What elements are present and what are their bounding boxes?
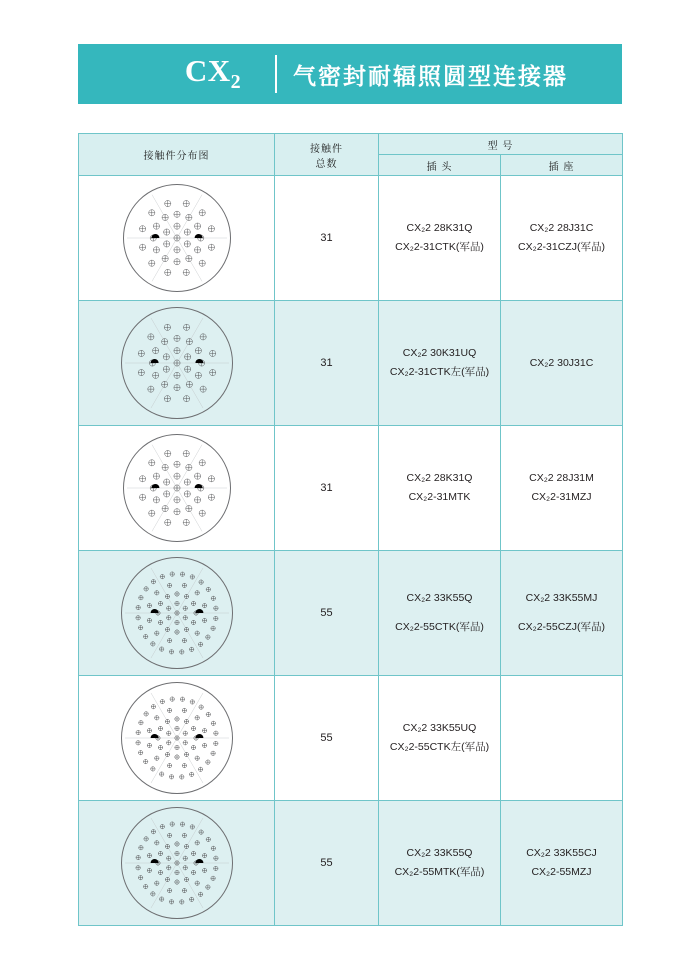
model-code: CX₂2 28K31Q — [406, 472, 473, 484]
model-code: CX₂2-55MZJ — [531, 866, 592, 878]
contact-count-value: 55 — [275, 551, 379, 676]
contact-layout-diagram — [79, 426, 275, 551]
table-row — [79, 301, 623, 426]
connector-spec-table — [78, 133, 623, 926]
header-contact-count — [275, 134, 379, 176]
model-code: CX₂2 33K55UQ — [402, 722, 477, 734]
model-code: CX₂2 28J31M — [529, 472, 594, 484]
page-title: 气密封耐辐照圆型连接器 — [293, 63, 568, 90]
model-code: CX₂2 30J31C — [529, 356, 594, 369]
socket-model-cell — [501, 801, 623, 926]
model-code: CX₂2-55CZJ(军品) — [518, 621, 605, 633]
contact-layout-diagram — [79, 176, 275, 301]
contact-count-value: 55 — [275, 801, 379, 926]
product-series-logo — [78, 55, 263, 92]
table-row — [79, 551, 623, 676]
logo-main-text: CX — [184, 53, 231, 89]
plug-model-cell — [379, 551, 501, 676]
socket-model-cell — [501, 676, 623, 801]
header-socket: 插 座 — [501, 155, 623, 176]
contact-layout-diagram — [79, 551, 275, 676]
socket-model-cell — [501, 301, 623, 426]
header-contact-count-line2: 总数 — [315, 158, 338, 170]
model-code: CX₂2-31CTK左(军品) — [389, 366, 490, 378]
table-row — [79, 676, 623, 801]
model-code: CX₂2-55CTK(军品) — [395, 621, 484, 633]
model-code: CX₂2 33K55Q — [406, 847, 473, 859]
table-header-row-1 — [79, 134, 623, 155]
plug-model-cell — [379, 676, 501, 801]
logo-subscript: 2 — [230, 71, 242, 94]
model-code: CX₂2-55CTK左(军品) — [389, 741, 490, 753]
header-plug: 插 头 — [379, 155, 501, 176]
model-code: CX₂2-31MZJ — [531, 491, 592, 503]
table-row — [79, 801, 623, 926]
socket-model-cell — [501, 176, 623, 301]
model-code: CX₂2-31CTK(军品) — [395, 241, 484, 253]
model-code: CX₂2 33K55CJ — [526, 847, 597, 859]
page-header-banner — [78, 44, 622, 104]
contact-count-value: 31 — [275, 176, 379, 301]
plug-model-cell — [379, 176, 501, 301]
socket-model-cell — [501, 551, 623, 676]
contact-count-value: 31 — [275, 301, 379, 426]
model-code: CX₂2-31CZJ(军品) — [518, 241, 605, 253]
table-row — [79, 426, 623, 551]
contact-count-value: 31 — [275, 426, 379, 551]
contact-count-value: 55 — [275, 676, 379, 801]
model-code: CX₂2 33K55Q — [406, 592, 473, 604]
plug-model-cell — [379, 801, 501, 926]
model-code: CX₂2 30K31UQ — [402, 347, 477, 359]
model-code: CX₂2-55MTK(军品) — [394, 866, 485, 878]
model-code: CX₂2 28J31C — [529, 222, 594, 234]
header-model-group: 型 号 — [379, 134, 623, 155]
plug-model-cell — [379, 426, 501, 551]
banner-divider — [275, 55, 277, 93]
contact-layout-diagram — [79, 676, 275, 801]
model-code: CX₂2 28K31Q — [406, 222, 473, 234]
contact-layout-diagram — [79, 801, 275, 926]
table-body — [79, 176, 623, 926]
plug-model-cell — [379, 301, 501, 426]
model-code: CX₂2 33K55MJ — [525, 592, 598, 604]
socket-model-cell — [501, 426, 623, 551]
model-code: CX₂2-31MTK — [408, 491, 471, 503]
header-diagram: 接触件分布图 — [79, 134, 275, 176]
contact-layout-diagram — [79, 301, 275, 426]
table-row — [79, 176, 623, 301]
header-contact-count-line1: 接触件 — [310, 143, 343, 155]
